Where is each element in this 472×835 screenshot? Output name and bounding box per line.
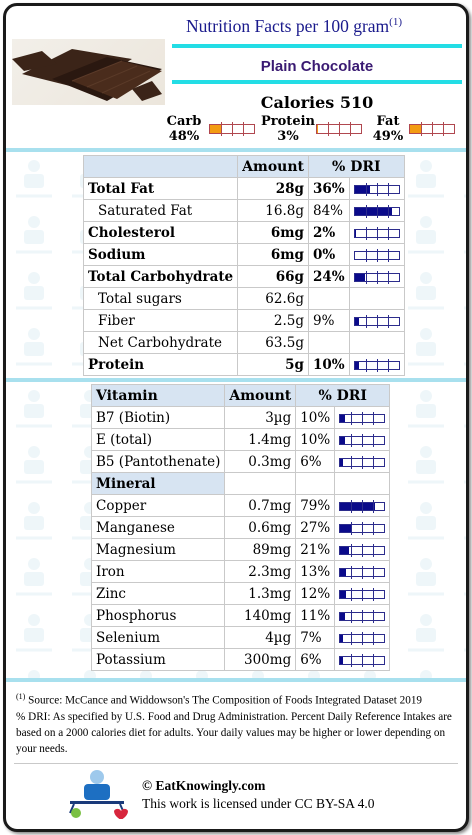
mineral-dri: 27% [296, 517, 335, 539]
footer-divider [14, 763, 458, 764]
nutrient-name: Total sugars [84, 288, 238, 310]
mineral-dri: 7% [296, 627, 335, 649]
mineral-amount: 0.7mg [225, 495, 296, 517]
dri-bar [339, 458, 385, 467]
vitamin-dri: 10% [296, 429, 335, 451]
nutrient-dri-bar-cell [349, 200, 404, 222]
mineral-amount: 1.3mg [225, 583, 296, 605]
accent-line-bottom [172, 80, 462, 84]
mineral-row [92, 539, 390, 561]
mineral-name: Zinc [92, 583, 225, 605]
macro-carb-bar [209, 124, 255, 134]
brand-block [142, 777, 375, 813]
mineral-row [92, 561, 390, 583]
nutrient-amount: 2.5g [238, 310, 309, 332]
food-photo [12, 39, 165, 105]
nutrient-name: Fiber [84, 310, 238, 332]
nutrient-name: Net Carbohydrate [84, 332, 238, 354]
nutrient-dri: 24% [309, 266, 350, 288]
nutrient-amount: 6mg [238, 222, 309, 244]
nutrient-row [84, 200, 405, 222]
mineral-row [92, 517, 390, 539]
dri-bar [339, 524, 385, 533]
dri-bar [354, 207, 400, 216]
mineral-dri-bar-cell [335, 495, 390, 517]
mineral-name: Magnesium [92, 539, 225, 561]
micronutrients-table [91, 384, 390, 671]
mineral-dri: 79% [296, 495, 335, 517]
vitamin-header-row: Vitamin Amount % DRI [92, 385, 390, 407]
nutrient-row [84, 222, 405, 244]
macro-fat-bar [409, 124, 455, 134]
mineral-name: Potassium [92, 649, 225, 671]
vitamin-dri-bar-cell [335, 429, 390, 451]
dri-bar [339, 656, 385, 665]
nutrient-dri-bar-cell [349, 310, 404, 332]
nutrient-dri: 2% [309, 222, 350, 244]
nutrient-dri-bar-cell [349, 244, 404, 266]
mineral-dri: 11% [296, 605, 335, 627]
mineral-name: Phosphorus [92, 605, 225, 627]
mineral-dri-bar-cell [335, 539, 390, 561]
dri-note: % DRI: As specified by U.S. Food and Drug Administration. Percent Daily Reference Intakes are based on a 2000 calories diet for adults. Your daily values may be higher or lower depending on your needs. [16, 710, 452, 755]
nutrient-row [84, 288, 405, 310]
nutrient-dri [309, 332, 350, 354]
nutrient-row [84, 244, 405, 266]
mineral-dri-bar-cell [335, 649, 390, 671]
nutrient-name: Total Carbohydrate [84, 266, 238, 288]
dri-bar [354, 361, 400, 370]
micronutrients-section [6, 382, 466, 678]
nutrients-section [6, 152, 466, 377]
mineral-header-row: Mineral [92, 473, 390, 495]
vitamin-amount: 0.3mg [225, 451, 296, 473]
mineral-dri-bar-cell [335, 583, 390, 605]
calories: Calories 510 [260, 93, 374, 112]
nutrient-row [84, 310, 405, 332]
source-note: $^{(1)}$ Source: McCance and Widdowson's The Composition of Foods Integrated Dataset 2019 [16, 692, 423, 707]
nutrient-amount: 28g [238, 178, 309, 200]
mineral-name: Iron [92, 561, 225, 583]
mineral-name: Selenium [92, 627, 225, 649]
mineral-row [92, 583, 390, 605]
nutrient-amount: 16.8g [238, 200, 309, 222]
nutrient-name: Saturated Fat [84, 200, 238, 222]
macro-fat-label: Fat 49% [372, 114, 404, 144]
vitamin-row [92, 429, 390, 451]
dri-bar [339, 502, 385, 511]
nutrients-table [83, 155, 405, 376]
nutrient-name: Total Fat [84, 178, 238, 200]
mineral-amount: 4µg [225, 627, 296, 649]
mineral-amount: 0.6mg [225, 517, 296, 539]
nutrient-dri-bar-cell [349, 332, 404, 354]
mineral-dri: 13% [296, 561, 335, 583]
mineral-dri: 12% [296, 583, 335, 605]
mineral-dri-bar-cell [335, 517, 390, 539]
dri-bar [339, 546, 385, 555]
nutrient-row [84, 178, 405, 200]
nutrient-dri: 0% [309, 244, 350, 266]
vitamin-name: B7 (Biotin) [92, 407, 225, 429]
mineral-name: Manganese [92, 517, 225, 539]
footnotes [16, 689, 456, 757]
mineral-dri-bar-cell [335, 627, 390, 649]
nutrient-amount: 6mg [238, 244, 309, 266]
vitamin-name: B5 (Pantothenate) [92, 451, 225, 473]
page-title: Nutrition Facts per 100 gram$^{(1)}$ [186, 16, 402, 36]
nutrient-dri [309, 288, 350, 310]
dri-bar [339, 612, 385, 621]
dri-bar [354, 185, 400, 194]
dri-bar [354, 251, 400, 260]
nutrition-card [3, 3, 469, 832]
dri-bar [354, 229, 400, 238]
vitamin-row [92, 451, 390, 473]
mineral-dri: 21% [296, 539, 335, 561]
nutrient-row [84, 266, 405, 288]
mineral-amount: 140mg [225, 605, 296, 627]
mineral-dri-bar-cell [335, 605, 390, 627]
vitamin-dri-bar-cell [335, 451, 390, 473]
mineral-row [92, 627, 390, 649]
divider-3 [6, 678, 466, 682]
dri-bar [354, 317, 400, 326]
vitamin-amount: 1.4mg [225, 429, 296, 451]
mineral-dri: 6% [296, 649, 335, 671]
macro-carb-label: Carb 48% [166, 114, 202, 144]
nutrient-name: Cholesterol [84, 222, 238, 244]
macro-protein-label: Protein 3% [261, 114, 315, 144]
nutrient-dri: 84% [309, 200, 350, 222]
nutrient-amount: 5g [238, 354, 309, 376]
license-text: This work is licensed under CC BY-SA 4.0 [142, 796, 375, 811]
nutrient-row [84, 354, 405, 376]
mineral-dri-bar-cell [335, 561, 390, 583]
vitamin-row [92, 407, 390, 429]
vitamin-name: E (total) [92, 429, 225, 451]
vitamin-dri: 10% [296, 407, 335, 429]
nutrient-amount: 66g [238, 266, 309, 288]
nutrient-dri-bar-cell [349, 178, 404, 200]
nutrient-row [84, 332, 405, 354]
dri-bar [339, 436, 385, 445]
dri-bar [339, 634, 385, 643]
mineral-name: Copper [92, 495, 225, 517]
nutrient-dri-bar-cell [349, 288, 404, 310]
brand-link[interactable]: © EatKnowingly.com [142, 778, 266, 793]
nutrient-dri-bar-cell [349, 354, 404, 376]
nutrient-dri-bar-cell [349, 266, 404, 288]
vitamin-dri-bar-cell [335, 407, 390, 429]
vitamin-amount: 3µg [225, 407, 296, 429]
nutrient-name: Sodium [84, 244, 238, 266]
vitamin-dri: 6% [296, 451, 335, 473]
mineral-amount: 2.3mg [225, 561, 296, 583]
nutrients-header-row: Amount % DRI [84, 156, 405, 178]
nutrient-dri: 9% [309, 310, 350, 332]
mineral-row [92, 605, 390, 627]
dri-bar [339, 590, 385, 599]
nutrient-amount: 62.6g [238, 288, 309, 310]
dri-bar [354, 273, 400, 282]
mineral-row [92, 649, 390, 671]
nutrient-dri: 10% [309, 354, 350, 376]
dri-bar [339, 568, 385, 577]
food-name: Plain Chocolate [260, 58, 374, 75]
accent-line-top [172, 44, 462, 48]
mineral-row [92, 495, 390, 517]
nutrient-name: Protein [84, 354, 238, 376]
nutrient-dri: 36% [309, 178, 350, 200]
eatknowingly-logo [66, 769, 128, 819]
nutrient-amount: 63.5g [238, 332, 309, 354]
nutrient-dri-bar-cell [349, 222, 404, 244]
mineral-amount: 300mg [225, 649, 296, 671]
dri-bar [339, 414, 385, 423]
macro-protein-bar [316, 124, 362, 134]
mineral-amount: 89mg [225, 539, 296, 561]
